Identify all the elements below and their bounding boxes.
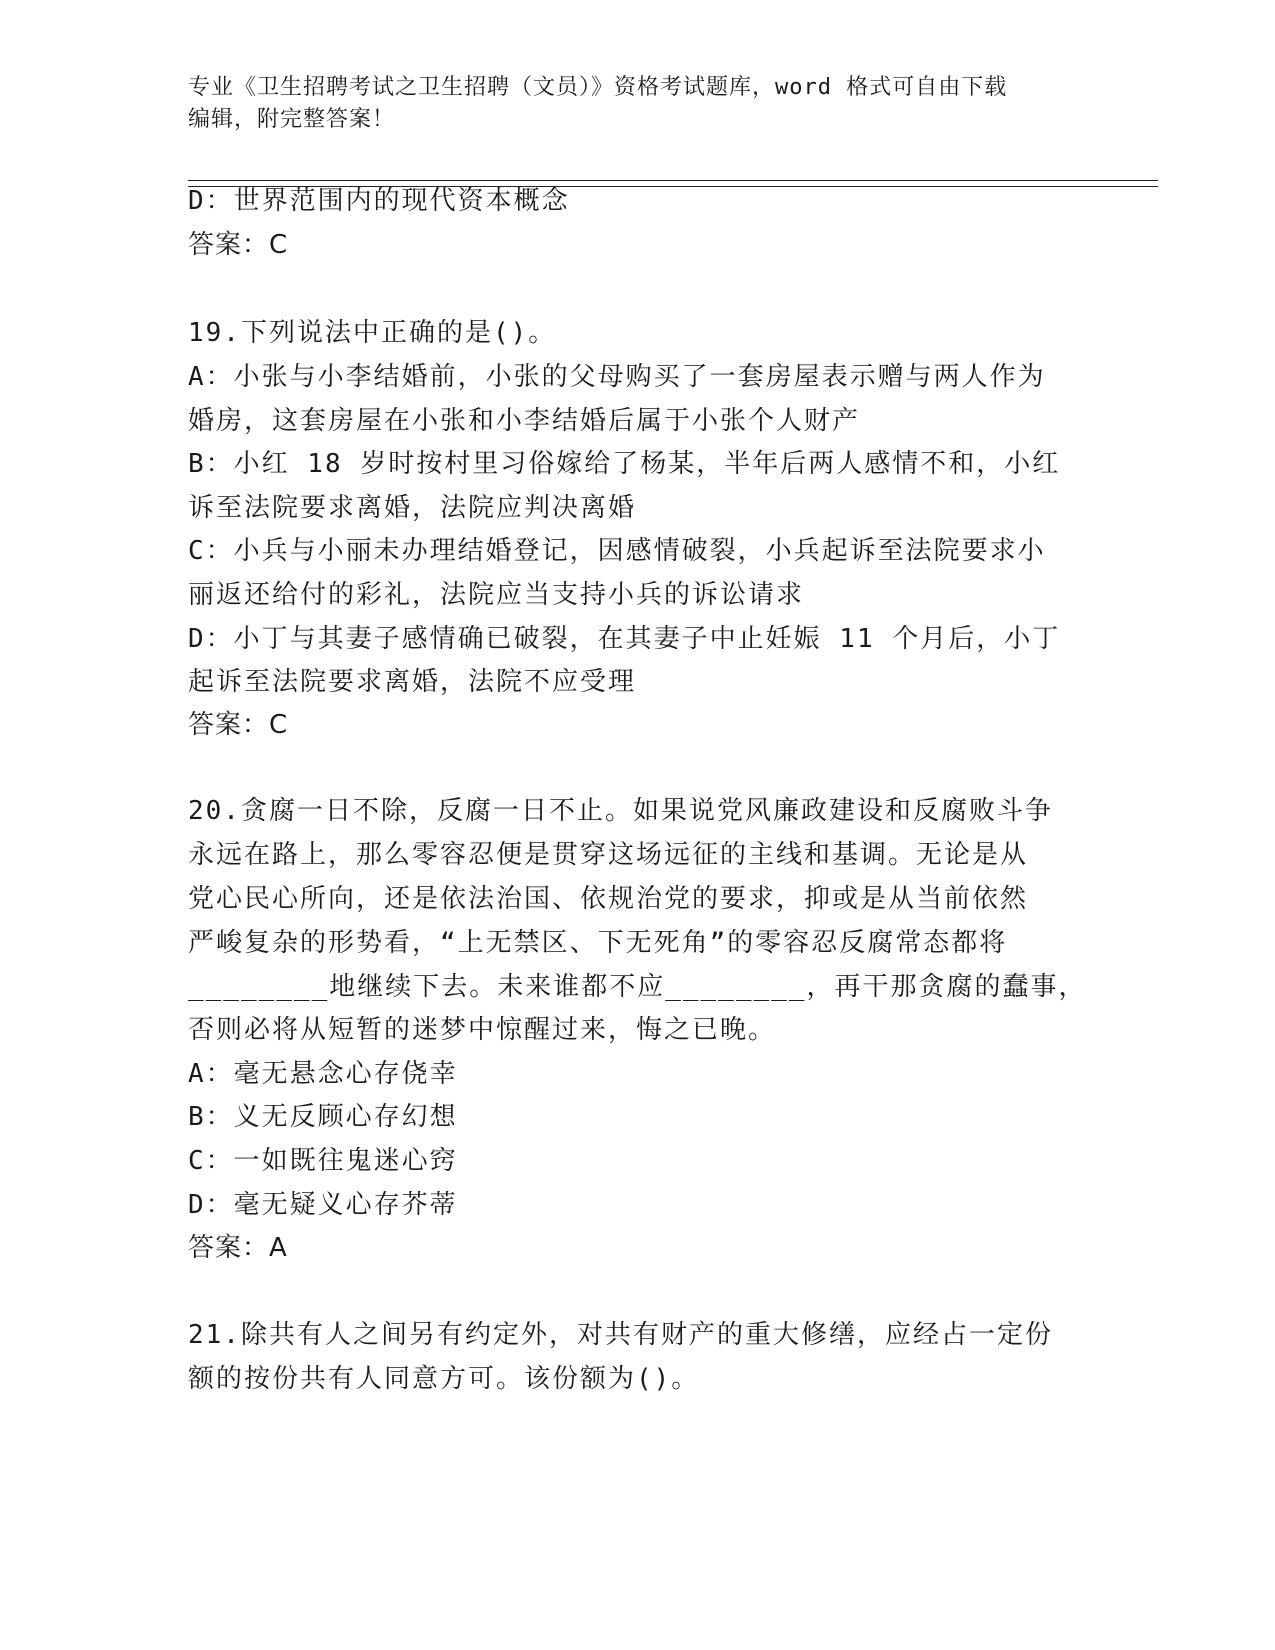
q21-stem-line-2: 额的按份共有人同意方可。该份额为()。	[188, 1364, 700, 1394]
q19-option-c-line-2: 丽返还给付的彩礼，法院应当支持小兵的诉讼请求	[188, 580, 805, 610]
q20-stem-line-1: 20.贪腐一日不除，反腐一日不止。如果说党风廉政建设和反腐败斗争	[188, 796, 1053, 826]
q19-option-a-line-2: 婚房，这套房屋在小张和小李结婚后属于小张个人财产	[188, 406, 861, 436]
q20-stem-line-4: 严峻复杂的形势看，“上无禁区、下无死角”的零容忍反腐常态都将	[188, 928, 1008, 958]
q20-option-c: C：一如既往鬼迷心窍	[188, 1146, 458, 1176]
q20-answer: 答案：A	[188, 1233, 288, 1263]
q20-option-a: A：毫无悬念心存侥幸	[188, 1059, 458, 1089]
q21-stem-line-1: 21.除共有人之间另有约定外，对共有财产的重大修缮，应经占一定份	[188, 1320, 1053, 1350]
q19-answer: 答案：C	[188, 710, 289, 740]
document-header	[188, 72, 1088, 136]
q20-stem-line-2: 永远在路上，那么零容忍便是贯穿这场远征的主线和基调。无论是从	[188, 840, 1029, 870]
q19-option-c-line-1: C：小兵与小丽未办理结婚登记，因感情破裂，小兵起诉至法院要求小	[188, 536, 1046, 566]
q19-option-d-line-1: D：小丁与其妻子感情确已破裂，在其妻子中止妊娠 11 个月后，小丁	[188, 624, 1061, 654]
q19-option-d-line-2: 起诉至法院要求离婚，法院不应受理	[188, 667, 637, 697]
q20-stem-line-6: 否则必将从短暂的迷梦中惊醒过来，悔之已晚。	[188, 1015, 777, 1045]
q20-stem-line-5: ________地继续下去。未来谁都不应________，再干那贪腐的蠢事，	[188, 972, 1087, 1002]
q19-option-b-line-1: B：小红 18 岁时按村里习俗嫁给了杨某，半年后两人感情不和，小红	[188, 449, 1061, 479]
q19-option-a-line-1: A：小张与小李结婚前，小张的父母购买了一套房屋表示赠与两人作为	[188, 362, 1046, 392]
q20-option-d: D：毫无疑义心存芥蒂	[188, 1190, 458, 1220]
q18-option-d: D：世界范围内的现代资本概念	[188, 186, 570, 216]
q18-answer: 答案：C	[188, 230, 289, 260]
q20-stem-line-3: 党心民心所向，还是依法治国、依规治党的要求，抑或是从当前依然	[188, 884, 1029, 914]
q19-stem: 19.下列说法中正确的是()。	[188, 318, 557, 348]
header-line-1: 专业《卫生招聘考试之卫生招聘（文员）》资格考试题库，word 格式可自由下载	[188, 75, 1008, 100]
q20-option-b: B：义无反顾心存幻想	[188, 1102, 458, 1132]
header-line-2: 编辑，附完整答案！	[188, 107, 396, 132]
q19-option-b-line-2: 诉至法院要求离婚，法院应判决离婚	[188, 493, 637, 523]
